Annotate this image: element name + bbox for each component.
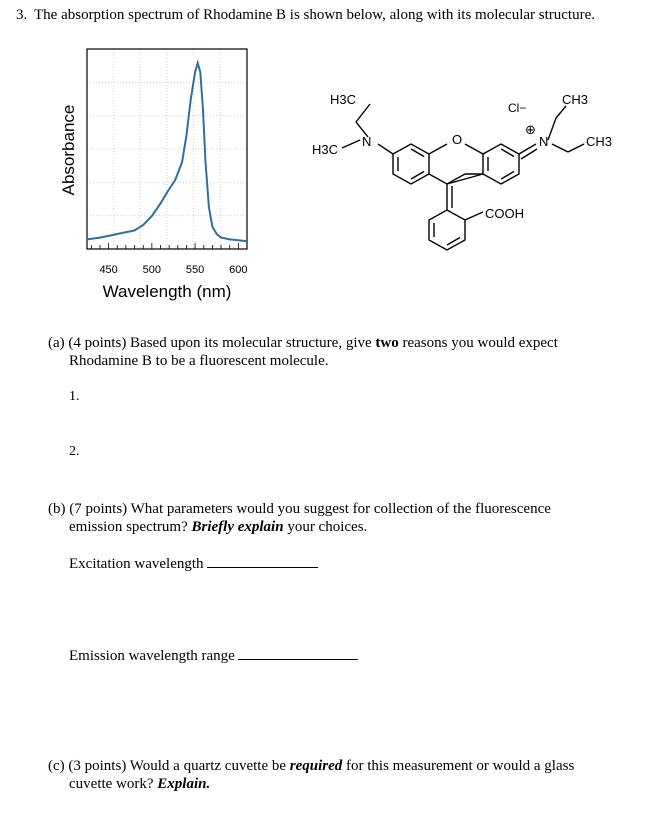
part-a-text-1: (a) (4 points) Based upon its molecular structure, give [48,335,376,351]
part-b-prompt [48,500,551,536]
part-c-emphasis-1: required [289,758,343,774]
minor-ticks [91,243,238,249]
absorption-chart [50,40,280,310]
part-c-text-1: (c) (3 points) Would a quartz cuvette be [48,758,290,774]
x-axis-label: Wavelength (nm) [102,282,232,301]
part-b-text-3: your choices. [283,519,368,535]
y-axis-label: Absorbance [59,104,78,196]
part-a-answer-2-number: 2. [69,444,80,459]
chloride-label: Cl− [508,101,527,115]
emission-wavelength-row [69,645,358,665]
emission-wavelength-range-blank[interactable] [238,645,358,660]
o-ring-label: O [452,132,463,147]
molecular-structure [290,82,640,262]
part-a-text-2: reasons you would expect [398,335,558,351]
n-left-label: N [362,134,372,149]
positive-charge-icon: ⊕ [525,122,536,137]
x-tick-label-500: 500 [142,264,162,276]
emission-wavelength-range-label: Emission wavelength range [69,648,235,664]
ch3-right-label: CH3 [586,134,613,149]
part-a-text-3: Rhodamine B to be a fluorescent molecule. [69,353,329,369]
chart-grid [87,49,247,249]
excitation-wavelength-row [69,553,318,573]
question-title [16,7,595,24]
x-tick-label-450: 450 [99,264,118,276]
question-text: The absorption spectrum of Rhodamine B is shown below, along with its molecular structure. [34,7,596,23]
excitation-wavelength-blank[interactable] [207,553,318,568]
h3c-top-label: H3C [330,92,357,107]
part-a-emphasis: two [375,335,399,351]
cooh-label: COOH [485,206,524,221]
part-a-answer-1-number: 1. [69,389,80,404]
n-right-label: N [539,134,549,149]
part-b-emphasis: Briefly explain [191,519,284,535]
part-a-prompt [48,334,558,370]
part-c-emphasis-2: Explain. [157,776,211,792]
excitation-wavelength-label: Excitation wavelength [69,556,204,572]
question-number: 3. [16,7,28,23]
part-c-text-3: cuvette work? [69,776,158,792]
part-b-text-1: (b) (7 points) What parameters would you suggest for collection of the fluorescence [48,501,551,517]
x-tick-label-550: 550 [185,264,205,276]
x-tick-label-600: 600 [229,264,248,276]
h3c-left-label: H3C [312,142,339,157]
ch3-top-label: CH3 [562,92,589,107]
part-c-prompt [48,757,574,793]
structure-bonds [342,104,584,250]
part-c-text-2: for this measurement or would a glass [342,758,575,774]
part-b-text-2: emission spectrum? [69,519,192,535]
